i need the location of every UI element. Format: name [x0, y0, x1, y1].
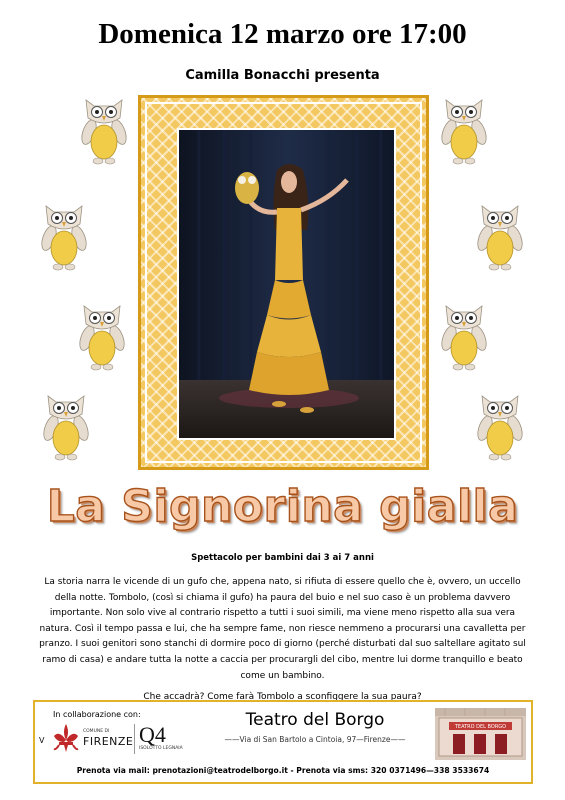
q4-subtitle: ISOLOTTO LEGNAIA	[139, 746, 183, 751]
theatre-facade-icon	[435, 708, 526, 760]
show-subtitle: Spettacolo per bambini dai 3 ai 7 anni	[191, 553, 374, 563]
story-question: Che accadrà? Come farà Tombolo a sconfiggere la sua paura?	[143, 692, 422, 703]
event-date-time: Domenica 12 marzo ore 17:00	[98, 18, 467, 50]
theatre-name: Teatro del Borgo	[245, 710, 385, 730]
ornamental-frame	[138, 95, 429, 470]
owl-plush-icon	[476, 388, 524, 464]
owl-plush-icon	[80, 92, 128, 168]
theatre-address: ——Via di San Bartolo a Cintoia, 97—Firenze——	[224, 735, 406, 744]
collaboration-label: In collaborazione con:	[53, 710, 141, 719]
q4-logo: Q4	[139, 722, 166, 747]
presenter-line: Camilla Bonacchi presenta	[185, 68, 380, 83]
footer-box	[33, 700, 533, 784]
story-text	[38, 575, 527, 712]
booking-info: Prenota via mail: prenotazioni@teatrodelborgo.it - Prenota via sms: 320 0371496—338 3533674	[76, 766, 490, 775]
owl-plush-icon	[42, 388, 90, 464]
story-paragraph: La storia narra le vicende di un gufo che, appena nato, si rifiuta di essere quello che è, ovvero, un uccello della notte. Tombolo, (così si chiama il gufo) ha paura del buio e nel suo caso è un problema davvero importante. Non solo vive al contrario rispetto a tutti i suoi simili, ma viene meno rispetto alla sua vera natura. Così il tempo passa e lui, che ha sempre fame, non riesce nemmeno a procurarsi una cavalletta per pranzo. I suoi genitori sono stanchi di dormire poco di giorno (perché disturbati dal suo saltellare agitato sul ramo di casa) e andare tutta la notte a caccia per procurargli del cibo, mentre lui dorme tranquillo e beato come un bambino.	[39, 577, 526, 681]
owl-plush-icon	[440, 92, 488, 168]
florentine-lily-icon	[51, 722, 81, 754]
owl-plush-icon	[78, 298, 126, 374]
firenze-label: FIRENZE	[83, 735, 134, 748]
facade-sign: TEATRO DEL BORGO	[454, 724, 507, 730]
logo-divider	[134, 724, 135, 754]
show-title: La Signorina gialla	[46, 481, 519, 532]
v-mark: V	[39, 736, 45, 745]
owl-plush-icon	[476, 198, 524, 274]
performer-photo	[177, 128, 396, 440]
comune-label: COMUNE DI	[83, 729, 110, 734]
owl-plush-icon	[440, 298, 488, 374]
owl-plush-icon	[40, 198, 88, 274]
